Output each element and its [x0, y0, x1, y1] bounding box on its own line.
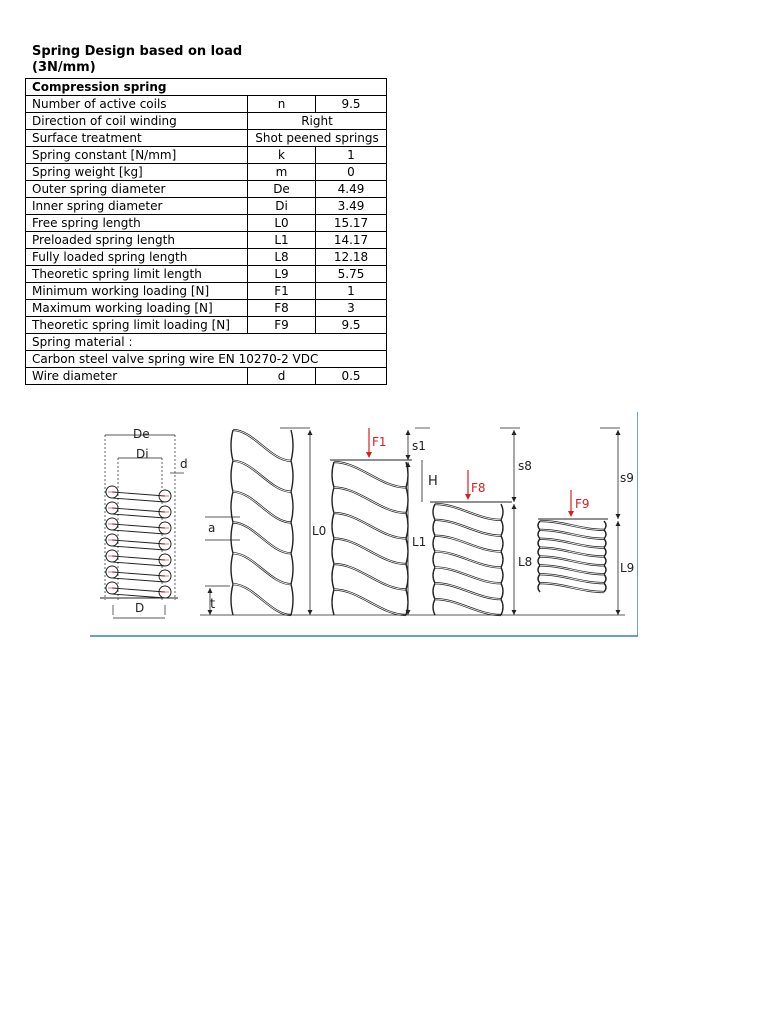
material-label-row — [26, 334, 387, 351]
limit-spring-coil-left-end — [538, 574, 540, 583]
title-line-1: Spring Design based on load — [32, 44, 243, 59]
limit-spring-coil-right-end — [604, 583, 606, 592]
free-spring-coil-front-inner — [233, 461, 291, 492]
limit-spring-coil-left-end — [538, 557, 540, 566]
s1-dim-arrow-bottom — [406, 455, 411, 460]
L0-label: L0 — [312, 524, 327, 538]
row-label: Surface treatment — [26, 130, 248, 147]
free-spring-coil-right-end — [291, 461, 293, 492]
L0-dim-arrow-bottom — [308, 610, 313, 615]
row-value: 9.5 — [316, 96, 387, 113]
section-wire — [112, 524, 165, 528]
row-symbol: F1 — [248, 283, 316, 300]
L8-dim-arrow-top — [512, 504, 517, 509]
table-row — [26, 130, 387, 147]
free-spring-coil-front-inner — [233, 553, 291, 584]
row-merged-value: Shot peened springs — [248, 130, 387, 147]
section-wire-b — [112, 546, 165, 550]
preloaded-spring-coil-left-end — [332, 590, 334, 616]
table-row — [26, 283, 387, 300]
limit-spring-coil-left-end — [538, 565, 540, 574]
free-spring-coil-right-end — [291, 584, 293, 615]
section-wire — [112, 556, 165, 560]
section-wire-b — [112, 498, 165, 502]
table-row — [26, 113, 387, 130]
spring-diagram — [90, 412, 638, 638]
spring-spec-table — [25, 78, 387, 385]
row-label: Spring weight [kg] — [26, 164, 248, 181]
section-wire — [112, 492, 165, 496]
loaded-spring-coil-front-inner — [435, 567, 501, 583]
row-symbol: n — [248, 96, 316, 113]
title-line-2: (3N/mm) — [32, 60, 96, 75]
L0-dim-arrow-top — [308, 430, 313, 435]
row-value: 15.17 — [316, 215, 387, 232]
s8-dim-arrow-bottom — [512, 497, 517, 502]
table-row — [26, 164, 387, 181]
L8-dim-arrow-bottom — [512, 610, 517, 615]
free-spring-coil-left-end — [231, 584, 233, 615]
section-wire-b — [112, 530, 165, 534]
row-symbol: F8 — [248, 300, 316, 317]
row-value: 3 — [316, 300, 387, 317]
table-row — [26, 266, 387, 283]
table-header: Compression spring — [26, 79, 387, 96]
row-label: Spring constant [N/mm] — [26, 147, 248, 164]
preloaded-spring-coil-left-end — [332, 513, 334, 539]
free-spring-coil-right-end — [291, 430, 293, 461]
spring-diagram-svg — [90, 412, 638, 638]
free-spring-coil-front-inner — [233, 492, 291, 523]
H-label: H — [428, 474, 438, 489]
loaded-spring-coil-front-inner — [435, 520, 501, 536]
page-title — [32, 44, 292, 76]
row-value: 14.17 — [316, 232, 387, 249]
free-spring-coil-right-end — [291, 492, 293, 523]
row-value: 5.75 — [316, 266, 387, 283]
limit-spring-coil-right-end — [604, 530, 606, 539]
free-spring-coil-left-end — [231, 523, 233, 554]
free-spring-coil-front-inner — [233, 430, 291, 461]
preloaded-spring-coil-left-end — [332, 539, 334, 565]
s9-dim-arrow-bottom — [616, 514, 621, 519]
d-label: d — [180, 457, 188, 471]
s8-dim-arrow-top — [512, 430, 517, 435]
F9-arrow-head — [568, 511, 574, 517]
row-symbol: Di — [248, 198, 316, 215]
free-spring-coil-left-end — [231, 461, 233, 492]
preloaded-spring-coil-front-inner — [334, 564, 406, 590]
section-wire — [112, 508, 165, 512]
row-value: 1 — [316, 147, 387, 164]
row-value: 4.49 — [316, 181, 387, 198]
loaded-spring-coil-right-end — [501, 552, 503, 568]
s8-label: s8 — [518, 459, 532, 473]
row-symbol: L8 — [248, 249, 316, 266]
L9-dim-arrow-bottom — [616, 610, 621, 615]
row-value: 9.5 — [316, 317, 387, 334]
preloaded-spring-coil-left-end — [332, 462, 334, 488]
limit-spring-coil-left-end — [538, 548, 540, 557]
section-wire-b — [112, 514, 165, 518]
table-row — [26, 147, 387, 164]
row-symbol: F9 — [248, 317, 316, 334]
loaded-spring-coil-right-end — [501, 599, 503, 615]
row-symbol: L0 — [248, 215, 316, 232]
row-label: Theoretic spring limit loading [N] — [26, 317, 248, 334]
free-spring-coil-left-end — [231, 553, 233, 584]
loaded-spring-coil-right-end — [501, 520, 503, 536]
material-value: Carbon steel valve spring wire EN 10270-2 VDC — [26, 351, 387, 368]
F1-arrow-head — [366, 452, 372, 458]
limit-spring-coil-right-end — [604, 521, 606, 530]
section-wire — [112, 588, 165, 592]
L9-dim-arrow-top — [616, 521, 621, 526]
row-symbol: m — [248, 164, 316, 181]
free-spring-coil-left-end — [231, 492, 233, 523]
row-label: Wire diameter — [26, 368, 248, 385]
table-row — [26, 232, 387, 249]
row-label: Inner spring diameter — [26, 198, 248, 215]
limit-spring-coil-left-end — [538, 530, 540, 539]
s9-label: s9 — [620, 471, 634, 485]
row-label: Fully loaded spring length — [26, 249, 248, 266]
loaded-spring-coil-right-end — [501, 504, 503, 520]
section-wire-b — [112, 578, 165, 582]
preloaded-spring-coil-front-inner — [334, 539, 406, 565]
table-row — [26, 215, 387, 232]
preloaded-spring-coil-left-end — [332, 564, 334, 590]
table-row — [26, 181, 387, 198]
loaded-spring-coil-front-inner — [435, 583, 501, 599]
loaded-spring-coil-front-inner — [435, 504, 501, 520]
free-spring-coil-right-end — [291, 523, 293, 554]
Di-label: Di — [136, 447, 149, 461]
loaded-spring-coil-front-inner — [435, 599, 501, 615]
row-value: 0 — [316, 164, 387, 181]
F1-label: F1 — [372, 435, 387, 449]
limit-spring-coil-left-end — [538, 539, 540, 548]
loaded-spring-coil-left-end — [433, 520, 435, 536]
preloaded-spring-coil-front-inner — [334, 513, 406, 539]
loaded-spring-coil-front-inner — [435, 536, 501, 552]
D-label: D — [135, 601, 145, 615]
row-symbol: L9 — [248, 266, 316, 283]
preloaded-spring-coil-front-inner — [334, 462, 406, 488]
preloaded-spring-coil-left-end — [332, 488, 334, 514]
loaded-spring-coil-left-end — [433, 504, 435, 520]
row-label: Minimum working loading [N] — [26, 283, 248, 300]
row-symbol: d — [248, 368, 316, 385]
row-value: 3.49 — [316, 198, 387, 215]
loaded-spring-coil-right-end — [501, 567, 503, 583]
preloaded-spring-coil-front-inner — [334, 488, 406, 514]
row-value: 12.18 — [316, 249, 387, 266]
limit-spring-coil-right-end — [604, 539, 606, 548]
L8-label: L8 — [518, 555, 533, 569]
row-merged-value: Right — [248, 113, 387, 130]
limit-spring-coil-left-end — [538, 521, 540, 530]
row-symbol: De — [248, 181, 316, 198]
row-label: Number of active coils — [26, 96, 248, 113]
section-wire-b — [112, 562, 165, 566]
table-row — [26, 96, 387, 113]
t-label: t — [210, 597, 216, 612]
limit-spring-coil-right-end — [604, 548, 606, 557]
L9-label: L9 — [620, 561, 635, 575]
s1-label: s1 — [412, 439, 426, 453]
limit-spring-coil-right-end — [604, 574, 606, 583]
row-value: 0.5 — [316, 368, 387, 385]
loaded-spring-coil-front-inner — [435, 552, 501, 568]
table-header-row — [26, 79, 387, 96]
loaded-spring-coil-left-end — [433, 567, 435, 583]
row-label: Free spring length — [26, 215, 248, 232]
section-wire — [112, 572, 165, 576]
s9-dim-arrow-top — [616, 430, 621, 435]
material-label: Spring material : — [26, 334, 387, 351]
row-label: Outer spring diameter — [26, 181, 248, 198]
row-label: Direction of coil winding — [26, 113, 248, 130]
table-row — [26, 317, 387, 334]
row-label: Maximum working loading [N] — [26, 300, 248, 317]
L1-label: L1 — [412, 535, 427, 549]
loaded-spring-coil-right-end — [501, 536, 503, 552]
loaded-spring-coil-left-end — [433, 583, 435, 599]
table-row — [26, 198, 387, 215]
loaded-spring-coil-right-end — [501, 583, 503, 599]
preloaded-spring-coil-front-inner — [334, 590, 406, 616]
limit-spring-coil-left-end — [538, 583, 540, 592]
row-label: Theoretic spring limit length — [26, 266, 248, 283]
loaded-spring-coil-left-end — [433, 599, 435, 615]
F8-label: F8 — [471, 481, 486, 495]
row-symbol: L1 — [248, 232, 316, 249]
section-wire-b — [112, 594, 165, 598]
table-row — [26, 368, 387, 385]
a-label: a — [208, 521, 216, 535]
limit-spring-coil-right-end — [604, 565, 606, 574]
t-dim-arrow-top — [208, 588, 213, 593]
row-value: 1 — [316, 283, 387, 300]
s1-dim-arrow-top — [406, 430, 411, 435]
material-value-row — [26, 351, 387, 368]
free-spring-coil-front-inner — [233, 523, 291, 554]
free-spring-coil-right-end — [291, 553, 293, 584]
free-spring-coil-left-end — [231, 430, 233, 461]
section-wire — [112, 540, 165, 544]
limit-spring-coil-right-end — [604, 557, 606, 566]
De-label: De — [133, 427, 150, 441]
table-row — [26, 300, 387, 317]
loaded-spring-coil-left-end — [433, 536, 435, 552]
F9-label: F9 — [575, 497, 590, 511]
table-row — [26, 249, 387, 266]
row-symbol: k — [248, 147, 316, 164]
row-label: Preloaded spring length — [26, 232, 248, 249]
free-spring-coil-front-inner — [233, 584, 291, 615]
loaded-spring-coil-left-end — [433, 552, 435, 568]
